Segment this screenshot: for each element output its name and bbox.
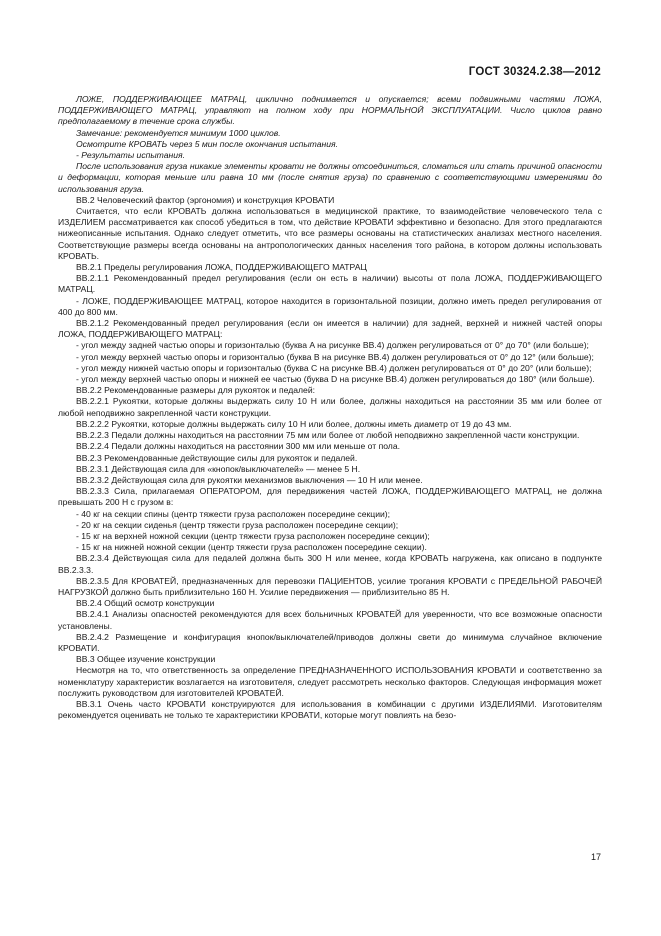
page-body [58, 94, 602, 721]
section-heading: ВВ.3 Общее изучение конструкции [76, 654, 216, 665]
list-item: - 15 кг на верхней ножной секции (центр тяжести груза расположен посередине секции); [76, 530, 430, 541]
list-item: - угол между верхней частью опоры и горизонталью (буква B на рисунке ВВ.4) должен регулироваться от 0° до 12° (или больше); [76, 351, 594, 362]
paragraph: Осмотрите КРОВАТЬ через 5 мин после окончания испытания. [76, 138, 338, 149]
paragraph: - Результаты испытания. [76, 150, 186, 161]
paragraph: ВВ.2.3.5 Для КРОВАТЕЙ, предназначенных для перевозки ПАЦИЕНТОВ, усилие трогания КРОВАТИ с ПРЕДЕЛЬНОЙ РАБОЧЕЙ НАГРУЗКОЙ должно быть приблизительно 160 Н. Усилие передвижения — приблизительно 85 Н. [58, 575, 602, 597]
section-heading: ВВ.2.1 Пределы регулирования ЛОЖА, ПОДДЕРЖИВАЮЩЕГО МАТРАЦ [76, 262, 367, 273]
list-item: - 40 кг на секции спины (центр тяжести груза расположен посередине секции); [76, 508, 391, 519]
document-code-header: ГОСТ 30324.2.38—2012 [468, 66, 601, 78]
list-item: - ЛОЖЕ, ПОДДЕРЖИВАЮЩЕЕ МАТРАЦ, которое находится в горизонтальной позиции, должно иметь предел регулирования от 400 до 800 мм. [58, 295, 602, 317]
paragraph: ВВ.2.2.3 Педали должны находиться на расстоянии 75 мм или более от любой неподвижно закрепленной части конструкции. [76, 430, 580, 441]
section-heading: ВВ.2.2 Рекомендованные размеры для рукояток и педалей: [76, 385, 316, 396]
paragraph: ВВ.2.1.2 Рекомендованный предел регулирования (если он имеется в наличии) для задней, верхней и нижней частей опоры ЛОЖА, ПОДДЕРЖИВАЮЩЕГО МАТРАЦ: [58, 318, 602, 340]
paragraph: ВВ.2.2.4 Педали должны находиться на расстоянии 300 мм или меньше от пола. [76, 441, 400, 452]
paragraph: ВВ.2.3.3 Сила, прилагаемая ОПЕРАТОРОМ, для передвижения частей ЛОЖА, ПОДДЕРЖИВАЮЩЕГО МАТРАЦ, не должна превышать 200 Н с грузом в: [58, 486, 602, 508]
list-item: - угол между нижней частью опоры и горизонталью (буква C на рисунке ВВ.4) должен регулироваться от 0° до 20° (или больше); [76, 362, 592, 373]
page-number: 17 [590, 852, 601, 862]
paragraph: ВВ.2.4.1 Анализы опасностей рекомендуются для всех больничных КРОВАТЕЙ для уверенности, что все возможные опасности установлены. [58, 609, 602, 631]
list-item: - 15 кг на нижней ножной секции (центр тяжести груза расположен посередине секции). [76, 542, 427, 553]
paragraph: ВВ.2.2.2 Рукоятки, которые должны выдержать силу 10 Н или более, должны иметь диаметр от 19 до 43 мм. [76, 418, 512, 429]
list-item: - угол между верхней частью опоры и нижней ее частью (буква D на рисунке ВВ.4) должен регулироваться до 180° (или больше). [76, 374, 595, 385]
paragraph: Считается, что если КРОВАТЬ должна использоваться в медицинской практике, то взаимодействие человеческого тела с ИЗДЕЛИЕМ рассматривается как способ убедиться в том, что действие КРОВАТИ эффективно и безопасно. Для этого предлагаются нижеописанные испытания. Однако следует отметить, что все размеры основаны на статистических анализах местного населения. Соответствующие размеры всегда основаны на антропологических данных населения того района, в котором должны использовать КРОВАТЬ. [58, 206, 602, 261]
paragraph: ВВ.2.3.2 Действующая сила для рукоятки механизмов выключения — 10 Н или менее. [76, 474, 423, 485]
paragraph: Замечание: рекомендуется минимум 1000 циклов. [76, 127, 281, 138]
paragraph: ВВ.2.1.1 Рекомендованный предел регулирования (если он есть в наличии) высоты от пола ЛОЖА, ПОДДЕРЖИВАЮЩЕГО МАТРАЦ. [58, 273, 602, 295]
paragraph: Несмотря на то, что ответственность за определение ПРЕДНАЗНАЧЕННОГО ИСПОЛЬЗОВАНИЯ КРОВАТИ и соответственно за номенклатуру характеристик возлагается на изготовителя, следует рассмотреть несколько факторов. Следующая информация может послужить руководством для изготовителей КРОВАТЕЙ. [58, 665, 602, 698]
section-heading: ВВ.2.4 Общий осмотр конструкции [76, 598, 215, 609]
paragraph: После использования груза никакие элементы кровати не должны отсоединиться, сломаться или стать причиной опасности и деформации, которая меньше или равна 10 мм (после снятия груза) по сравнению с соответствующими измерениями до использования груза. [58, 161, 602, 194]
section-heading: ВВ.2 Человеческий фактор (эргономия) и конструкция КРОВАТИ [76, 194, 335, 205]
paragraph: ВВ.3.1 Очень часто КРОВАТИ конструируются для использования в комбинации с другими ИЗДЕЛИЯМИ. Изготовителям рекомендуется оценивать не только те характеристики КРОВАТИ, которые могут повлиять на безо- [58, 698, 602, 721]
paragraph: ВВ.2.3.1 Действующая сила для «кнопок/выключателей» — менее 5 Н. [76, 463, 361, 474]
paragraph: ЛОЖЕ, ПОДДЕРЖИВАЮЩЕЕ МАТРАЦ, циклично поднимается и опускается; всеми подвижными частями ЛОЖА, ПОДДЕРЖИВАЮЩЕГО МАТРАЦ, управляют на полном ходу при НОРМАЛЬНОЙ ЭКСПЛУАТАЦИИ. Число циклов равно предполагаемому в течение срока службы. [58, 94, 602, 127]
paragraph: ВВ.2.2.1 Рукоятки, которые должны выдержать силу 10 Н или более, должны находиться на расстоянии 35 мм или более от любой неподвижно закрепленной части конструкции. [58, 396, 602, 418]
paragraph: ВВ.2.4.2 Размещение и конфигурация кнопок/выключателей/приводов должны свети до минимума случайное включение КРОВАТИ. [58, 631, 602, 653]
list-item: - 20 кг на секции сиденья (центр тяжести груза расположен посередине секции); [76, 519, 399, 530]
list-item: - угол между задней частью опоры и горизонталью (буква A на рисунке ВВ.4) должен регулироваться от 0° до 70° (или больше); [76, 340, 589, 351]
section-heading: ВВ.2.3 Рекомендованные действующие силы для рукояток и педалей. [76, 452, 358, 463]
paragraph: ВВ.2.3.4 Действующая сила для педалей должна быть 300 Н или менее, когда КРОВАТЬ нагружена, как описано в подпункте ВВ.2.3.3. [58, 553, 602, 575]
